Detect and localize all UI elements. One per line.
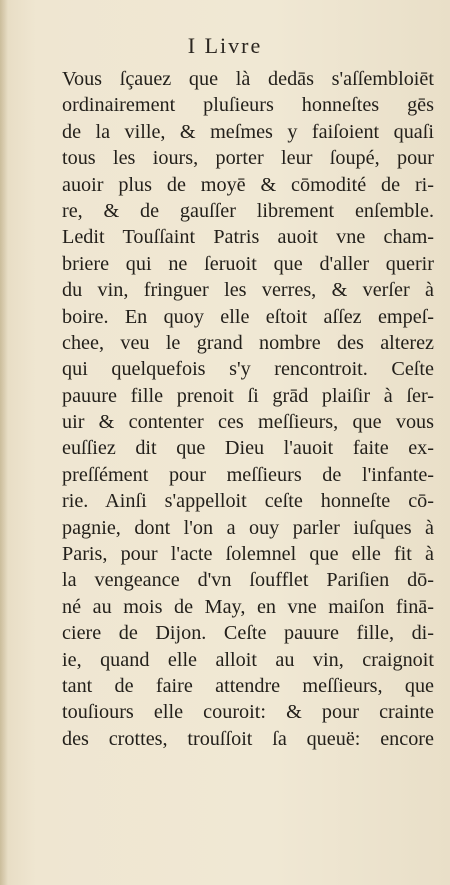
text-line: ie, quand elle alloit au vin, craignoit (62, 648, 434, 671)
text-line: preſſément pour meſſieurs de l'infante- (62, 463, 434, 486)
text-line: de la ville, & meſmes y faiſoient quaſi (62, 120, 434, 143)
text-line: rie. Ainſi s'appelloit ceſte honneſte cō- (62, 490, 434, 513)
text-line: Ledit Touſſaint Patris auoit vne cham- (62, 226, 434, 249)
text-line: ordinairement pluſieurs honneſtes gēs (62, 94, 434, 117)
text-line: des crottes, trouſſoit ſa queuë: encore (62, 727, 434, 750)
text-line: re, & de gauſſer librement enſemble. (62, 199, 434, 222)
text-line: pauure fille prenoit ſi grād plaiſir à ſer- (62, 384, 434, 407)
text-line: auoir plus de moyē & cōmodité de ri- (62, 173, 434, 196)
text-line: euſſiez dit que Dieu l'auoit faite ex- (62, 437, 434, 460)
text-line: touſiours elle couroit: & pour crainte (62, 701, 434, 724)
running-head: I Livre (187, 33, 263, 58)
text-line: du vin, fringuer les verres, & verſer à (62, 279, 434, 302)
text-line: chee, veu le grand nombre des alterez (62, 331, 434, 354)
text-line: briere qui ne ſeruoit que d'aller querir (62, 252, 434, 275)
text-line: boire. En quoy elle eſtoit aſſez empeſ- (62, 305, 434, 328)
text-line: né au mois de May, en vne maiſon finā- (62, 595, 434, 618)
text-line: ciere de Dijon. Ceſte pauure fille, di- (62, 622, 434, 645)
text-line: la vengeance d'vn ſoufflet Pariſien dō- (62, 569, 434, 592)
text-line: pagnie, dont l'on a ouy parler iuſques à (62, 516, 434, 539)
text-line: tant de faire attendre meſſieurs, que (62, 674, 434, 697)
text-line: qui quelquefois s'y rencontroit. Ceſte (62, 358, 434, 381)
text-line: Vous ſçauez que là dedās s'aſſembloiēt (62, 68, 434, 90)
text-line: uir & contenter ces meſſieurs, que vous (62, 411, 434, 434)
text-line: Paris, pour l'acte ſolemnel que elle fit à (62, 543, 434, 566)
text-block (62, 66, 434, 752)
text-line: tous les iours, porter leur ſoupé, pour (62, 147, 434, 170)
